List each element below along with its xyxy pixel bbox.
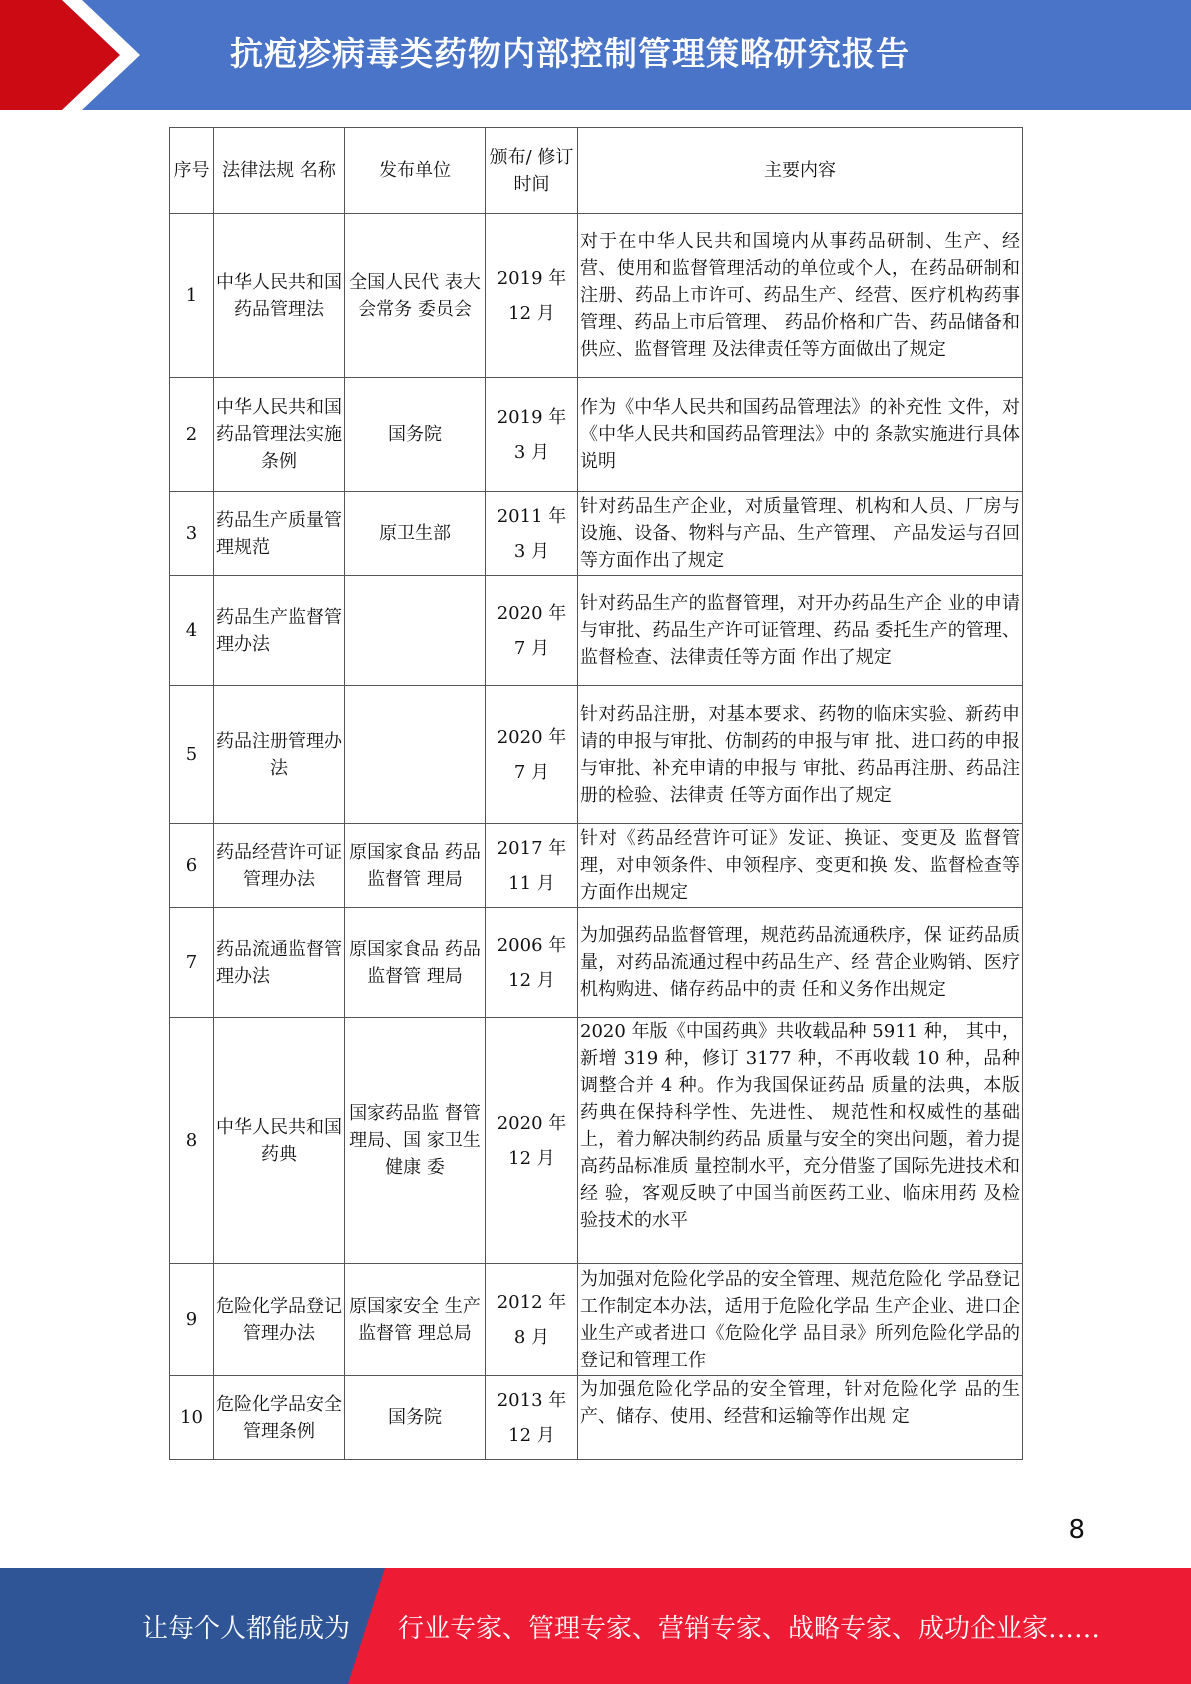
row-publisher	[345, 686, 486, 824]
row-no: 5	[170, 686, 214, 824]
row-date	[486, 686, 578, 824]
row-date-month: 7 月	[513, 637, 550, 659]
row-name: 药品生产质量管理规范	[214, 492, 345, 576]
row-name: 药品生产监督管理办法	[214, 576, 345, 686]
regulations-table	[169, 127, 1023, 1460]
row-date-year: 2020 年	[496, 726, 567, 748]
row-date-year: 2020 年	[496, 602, 567, 624]
row-date-month: 11 月	[508, 872, 555, 894]
row-date	[486, 378, 578, 492]
header-name: 法律法规 名称	[214, 128, 345, 214]
row-content: 作为《中华人民共和国药品管理法》的补充性 文件，对《中华人民共和国药品管理法》中的 条款实施进行具体说明	[578, 378, 1023, 492]
page-number: 8	[1068, 1515, 1085, 1545]
row-date-month: 12 月	[508, 969, 555, 991]
row-content: 为加强危险化学品的安全管理，针对危险化学 品的生产、储存、使用、经营和运输等作出规 定	[578, 1376, 1023, 1460]
row-no: 8	[170, 1018, 214, 1264]
table-row	[170, 378, 1023, 492]
row-date	[486, 824, 578, 908]
row-content: 为加强药品监督管理，规范药品流通秩序，保 证药品质量，对药品流通过程中药品生产、经 营企业购销、医疗机构购进、储存药品中的责 任和义务作出规定	[578, 908, 1023, 1018]
header-content: 主要内容	[578, 128, 1023, 214]
row-no: 9	[170, 1264, 214, 1376]
row-publisher: 国务院	[345, 378, 486, 492]
row-date-month: 3 月	[513, 540, 550, 562]
row-content: 针对药品注册，对基本要求、药物的临床实验、新药申请的申报与审批、仿制药的申报与审 批、进口药的申报与审批、补充申请的申报与 审批、药品再注册、药品注册的检验、法律责 任等方面作出了规定	[578, 686, 1023, 824]
row-no: 2	[170, 378, 214, 492]
row-date-month: 3 月	[513, 441, 550, 463]
row-content: 针对《药品经营许可证》发证、换证、变更及 监督管理，对申领条件、申领程序、变更和换 发、监督检查等方面作出规定	[578, 824, 1023, 908]
row-date	[486, 908, 578, 1018]
header-publisher: 发布单位	[345, 128, 486, 214]
row-content: 对于在中华人民共和国境内从事药品研制、生产、经营、使用和监督管理活动的单位或个人，在药品研制和注册、药品上市许可、药品生产、经营、医疗机构药事管理、药品上市后管理、 药品价格和广告、药品储备和供应、监督管理 及法律责任等方面做出了规定	[578, 214, 1023, 378]
table-row	[170, 1376, 1023, 1460]
row-date	[486, 1018, 578, 1264]
row-content: 针对药品生产企业，对质量管理、机构和人员、厂房与设施、设备、物料与产品、生产管理、 产品发运与召回等方面作出了规定	[578, 492, 1023, 576]
row-publisher: 原国家安全 生产监督管 理总局	[345, 1264, 486, 1376]
table-row	[170, 492, 1023, 576]
table-row	[170, 1018, 1023, 1264]
report-title: 抗疱疹病毒类药物内部控制管理策略研究报告	[230, 34, 910, 73]
row-publisher: 原国家食品 药品监督管 理局	[345, 824, 486, 908]
row-date-year: 2011 年	[496, 505, 567, 527]
row-date-year: 2006 年	[496, 934, 567, 956]
table-row	[170, 1264, 1023, 1376]
table-row	[170, 824, 1023, 908]
row-no: 1	[170, 214, 214, 378]
row-publisher: 原卫生部	[345, 492, 486, 576]
row-date	[486, 576, 578, 686]
row-content: 2020 年版《中国药典》共收载品种 5911 种， 其中，新增 319 种，修订 3177 种，不再收载 10 种，品种调整合并 4 种。作为我国保证药品 质量的法典，本版药典在保持科学性、先进性、 规范性和权威性的基础上，着力解决制约药品 质量与安全的突出问题，着力提高药品标准质 量控制水平，充分借鉴了国际先进技术和经 验，客观反映了中国当前医药工业、临床用药 及检验技术的水平	[578, 1018, 1023, 1264]
table-row	[170, 576, 1023, 686]
row-name: 中华人民共和国药典	[214, 1018, 345, 1264]
row-name: 药品注册管理办法	[214, 686, 345, 824]
row-date-month: 8 月	[513, 1326, 550, 1348]
row-date-year: 2013 年	[496, 1389, 567, 1411]
table-row	[170, 214, 1023, 378]
row-date-month: 12 月	[508, 302, 555, 324]
row-no: 7	[170, 908, 214, 1018]
row-name: 药品流通监督管理办法	[214, 908, 345, 1018]
row-name: 危险化学品安全管理条例	[214, 1376, 345, 1460]
table-header-row	[170, 128, 1023, 214]
page-footer	[0, 1568, 1191, 1684]
row-publisher	[345, 576, 486, 686]
row-date-month: 12 月	[508, 1147, 555, 1169]
row-publisher: 国务院	[345, 1376, 486, 1460]
row-no: 6	[170, 824, 214, 908]
row-name: 中华人民共和国药品管理法	[214, 214, 345, 378]
row-date-year: 2020 年	[496, 1112, 567, 1134]
page-header	[0, 0, 1191, 110]
row-publisher: 国家药品监 督管理局、国 家卫生健康 委	[345, 1018, 486, 1264]
table-row	[170, 908, 1023, 1018]
row-no: 10	[170, 1376, 214, 1460]
row-name: 中华人民共和国药品管理法实施条例	[214, 378, 345, 492]
row-date	[486, 1264, 578, 1376]
row-name: 危险化学品登记管理办法	[214, 1264, 345, 1376]
footer-slogan-left: 让每个人都能成为	[142, 1614, 351, 1644]
table-row	[170, 686, 1023, 824]
header-date: 颁布/ 修订 时间	[486, 128, 578, 214]
row-no: 4	[170, 576, 214, 686]
row-content: 为加强对危险化学品的安全管理、规范危险化 学品登记工作制定本办法，适用于危险化学品 生产企业、进口企业生产或者进口《危险化学 品目录》所列危险化学品的登记和管理工作	[578, 1264, 1023, 1376]
row-date	[486, 214, 578, 378]
row-date-year: 2019 年	[496, 406, 567, 428]
row-date-month: 12 月	[508, 1424, 555, 1446]
row-date	[486, 492, 578, 576]
row-publisher: 全国人民代 表大会常务 委员会	[345, 214, 486, 378]
row-no: 3	[170, 492, 214, 576]
row-date-year: 2012 年	[496, 1291, 567, 1313]
row-date-month: 7 月	[513, 761, 550, 783]
row-date-year: 2017 年	[496, 837, 567, 859]
row-content: 针对药品生产的监督管理，对开办药品生产企 业的申请与审批、药品生产许可证管理、药品 委托生产的管理、监督检查、法律责任等方面 作出了规定	[578, 576, 1023, 686]
row-date	[486, 1376, 578, 1460]
footer-slogan-right: 行业专家、管理专家、营销专家、战略专家、成功企业家……	[398, 1614, 1101, 1644]
row-publisher: 原国家食品 药品监督管 理局	[345, 908, 486, 1018]
row-name: 药品经营许可证管理办法	[214, 824, 345, 908]
header-no: 序号	[170, 128, 214, 214]
row-date-year: 2019 年	[496, 267, 567, 289]
